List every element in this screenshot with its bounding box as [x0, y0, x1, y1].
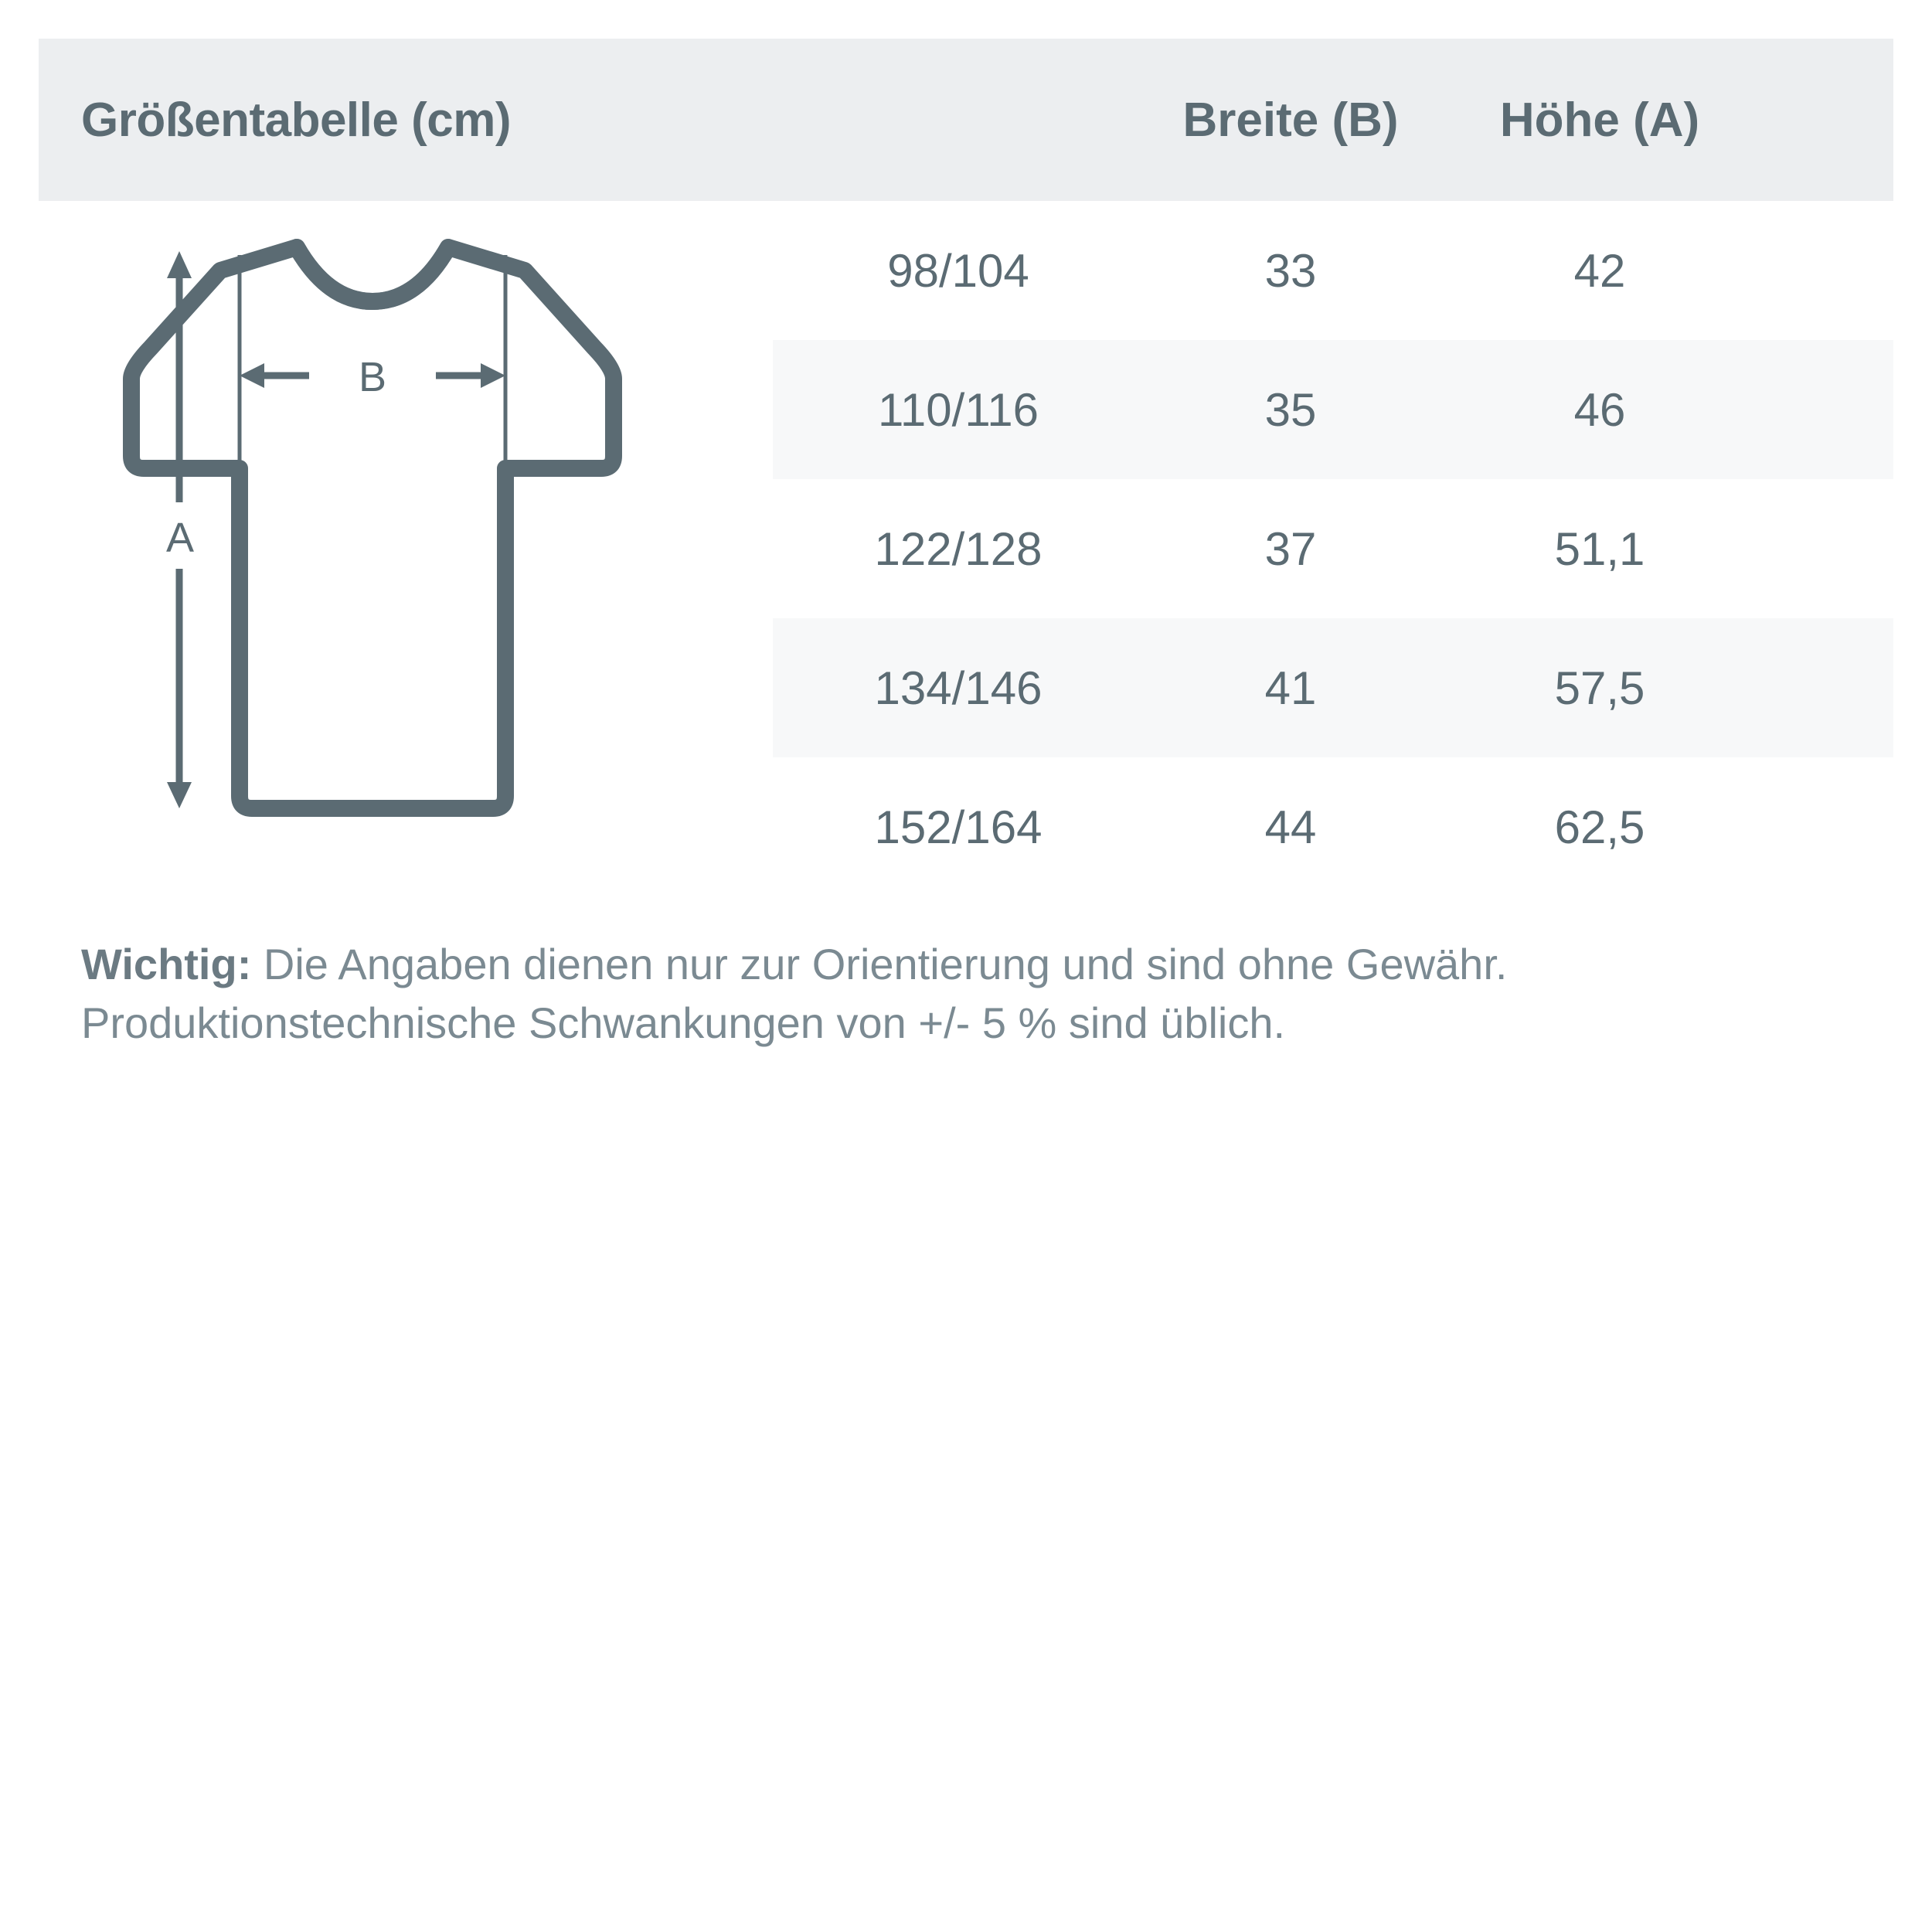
chart-body [39, 201, 1893, 896]
cell-size: 122/128 [874, 522, 1043, 575]
chart-header [39, 39, 1893, 201]
cell-size: 98/104 [887, 244, 1029, 297]
page-title: Größentabelle (cm) [81, 93, 511, 147]
disclaimer-note [39, 935, 1893, 1052]
width-arrow-b [240, 348, 505, 403]
label-a: A [165, 515, 195, 561]
cell-height: 51,1 [1554, 522, 1645, 575]
table-row [773, 618, 1893, 757]
cell-size: 152/164 [874, 801, 1043, 853]
cell-width: 41 [1264, 662, 1317, 714]
cell-size: 134/146 [874, 662, 1043, 714]
cell-width: 37 [1264, 522, 1317, 575]
table-row [773, 757, 1893, 896]
column-header-width: Breite (B) [1182, 93, 1399, 147]
disclaimer-label: Wichtig: [81, 940, 252, 988]
cell-width: 35 [1264, 383, 1317, 436]
column-header-height: Höhe (A) [1499, 93, 1700, 147]
cell-height: 46 [1573, 383, 1626, 436]
tshirt-icon [85, 224, 672, 858]
cell-height: 62,5 [1554, 801, 1645, 853]
tshirt-illustration [39, 201, 773, 896]
table-row [773, 340, 1893, 479]
size-rows [773, 201, 1893, 896]
cell-height: 57,5 [1554, 662, 1645, 714]
disclaimer-text: Die Angaben dienen nur zur Orientierung und sind ohne Gewähr. Produktionstechnische Schwankungen von +/- 5 % sind üblich. [81, 940, 1508, 1047]
table-row [773, 479, 1893, 618]
size-chart [39, 39, 1893, 1052]
cell-width: 33 [1264, 244, 1317, 297]
cell-width: 44 [1264, 801, 1317, 853]
cell-height: 42 [1573, 244, 1626, 297]
cell-size: 110/116 [878, 383, 1039, 436]
table-row [773, 201, 1893, 340]
label-b: B [358, 354, 387, 400]
